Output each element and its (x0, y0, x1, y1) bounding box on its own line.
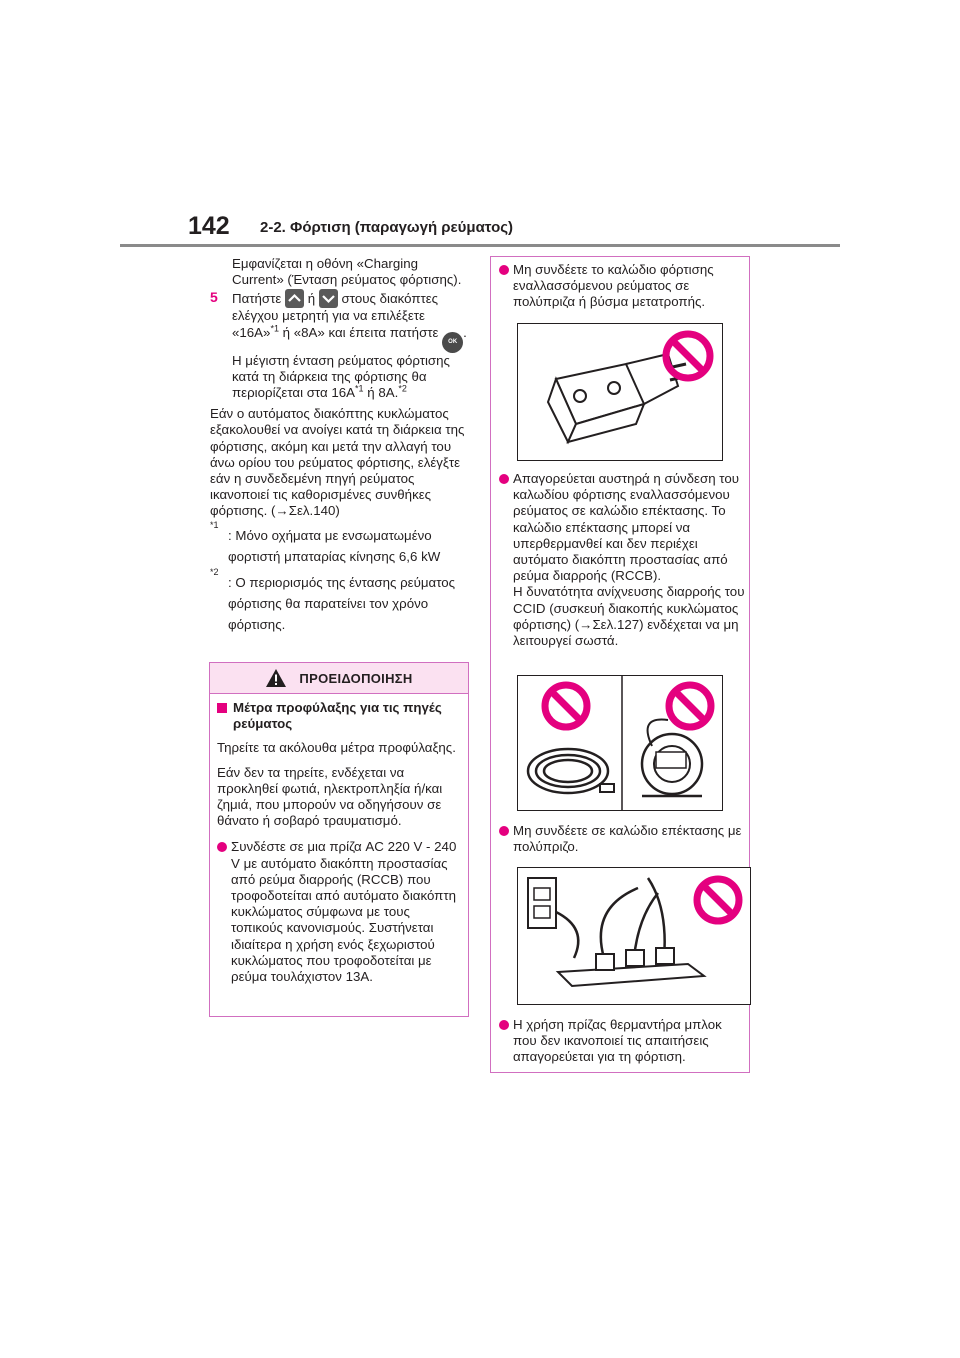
warning-paragraph-1: Τηρείτε τα ακόλουθα μέτρα προφύλαξης. (217, 740, 456, 756)
step-text: ή «8A» και έπειτα πατήστε (282, 324, 439, 340)
prohibition-icon (545, 685, 587, 727)
left-column (210, 256, 472, 635)
bullet-text: Η χρήση πρίζας θερμαντήρα μπλοκ που δεν ικανοποιεί τις απαιτήσεις απαγορεύεται για τη φόρτιση. (513, 1017, 722, 1065)
bullet-dot-icon (499, 265, 509, 275)
prohibition-icon (666, 334, 710, 378)
adapter-plug-illustration (517, 323, 723, 461)
bullet-dot-icon (499, 1020, 509, 1030)
footnote-ref: *2 (398, 383, 407, 394)
footnote-mark: *1 (210, 519, 219, 530)
step-body (232, 289, 472, 401)
bullet-no-ext-multi (499, 823, 745, 855)
step-text: στους διακόπτες ελέγχου μετρητή για να επιλέξετε «16A» (232, 291, 439, 340)
footnote-mark: *2 (210, 566, 219, 577)
power-strip-illustration (517, 867, 751, 1005)
page-header (0, 0, 960, 250)
prohibition-icon (669, 685, 711, 727)
intro-text: Εμφανίζεται η οθόνη «Charging Current» (Ένταση ρεύματος φόρτισης). (232, 256, 462, 288)
page-number: 142 (188, 212, 230, 240)
chevron-up-icon (285, 289, 304, 308)
warning-bullet (217, 839, 462, 985)
right-warning-box (490, 256, 750, 1073)
footnote-2 (210, 566, 472, 635)
extension-cable-illustration (517, 675, 723, 811)
or-text: ή (307, 291, 316, 307)
warning-box (209, 662, 469, 1017)
ok-button-icon: OK (442, 332, 463, 353)
footnote-text: : Ο περιορισμός της έντασης ρεύματος φόρτισης θα παρατείνει τον χρόνο φόρτισης. (228, 574, 456, 632)
chevron-down-icon (319, 289, 338, 308)
bullet-no-extension-cable (499, 471, 745, 649)
bullet-text: Μη συνδέετε σε καλώδιο επέκτασης με πολύπριζο. (513, 823, 742, 855)
step-5 (210, 289, 472, 401)
warning-subhead (217, 700, 462, 732)
step-note: Η μέγιστη ένταση ρεύματος φόρτισης κατά τη διάρκεια της φόρτισης θα περιορίζεται στα 16A (232, 352, 450, 401)
footnote-1 (210, 519, 472, 567)
prohibition-icon (697, 879, 739, 921)
footnote-ref: *1 (355, 383, 364, 394)
footnote-ref: *1 (270, 323, 279, 334)
step-text: Πατήστε (232, 291, 282, 307)
bullet-dot-icon (499, 826, 509, 836)
bullet-text: Συνδέστε σε μια πρίζα AC 220 V - 240 V με αυτόματο διακόπτη προστασίας από ρεύμα διαρροής (RCCB) που τροφοδοτείται από αυτόματο διακόπτη κυκλώματος σύμφωνα με τους τοπικούς κανονισμούς. Συστήνεται ιδιαίτερα η χρήση ενός ξεχωριστού κυκλώματος που τροφοδοτείται με ρεύμα τουλάχιστον 13A. (231, 839, 457, 985)
step-text: . (463, 324, 467, 340)
section-title: 2-2. Φόρτιση (παραγωγή ρεύματος) (260, 219, 514, 236)
warning-header (210, 663, 468, 694)
step-note: ή 8A. (367, 385, 399, 401)
bullet-dot-icon (499, 474, 509, 484)
bullet-dot-icon (217, 842, 227, 852)
header-rule (120, 244, 840, 247)
warning-triangle-icon (265, 668, 287, 688)
bullet-block-heater (499, 1017, 745, 1066)
bullet-text: Απαγορεύεται αυστηρά η σύνδεση του καλωδίου φόρτισης εναλλασσόμενου ρεύματος σε καλώδιο επέκτασης. Το καλώδιο επέκτασης μπορεί να υπερθερμανθεί και δεν περιέχει αυτόματο διακόπτη προστασίας από ρεύμα διαρροής (RCCB). Η δυνατότητα ανίχνευσης διαρροής του CCID (συσκευή διακοπής κυκλώματος φόρτισης) (→Σελ.127) ενδέχεται να μη λειτουργεί σωστά. (513, 471, 745, 649)
subhead-text: Μέτρα προφύλαξης για τις πηγές ρεύματος (233, 700, 442, 732)
warning-paragraph-2: Εάν δεν τα τηρείτε, ενδέχεται να προκληθεί φωτιά, ηλεκτροπληξία ή/και ζημιά, που μπορούν να οδηγήσουν σε θάνατο ή σοβαρό τραυματισμό. (217, 764, 443, 829)
square-bullet-icon (217, 703, 227, 713)
warning-content (210, 694, 468, 985)
step-number: 5 (210, 289, 218, 306)
bullet-text: Μη συνδέετε το καλώδιο φόρτισης εναλλασσόμενου ρεύματος σε πολύπριζα ή βύσμα μετατροπής. (513, 262, 714, 310)
breaker-paragraph: Εάν ο αυτόματος διακόπτης κυκλώματος εξακολουθεί να ανοίγει κατά τη διάρκεια της φόρτισης, ακόμη και μετά την αλλαγή του άνω ορίου του ρεύματος φόρτισης, ελέγξτε εάν η συνδεδεμένη πηγή ρεύματος ικανοποιεί τις καθορισμένες συνθήκες φόρτισης. (→Σελ.140) (210, 406, 465, 519)
footnote-text: : Μόνο οχήματα με ενσωματωμένο φορτιστή μπαταρίας κίνησης 6,6 kW (228, 527, 441, 564)
bullet-no-multi-outlet (499, 262, 745, 311)
warning-title: ΠΡΟΕΙΔΟΠΟΙΗΣΗ (299, 670, 413, 686)
